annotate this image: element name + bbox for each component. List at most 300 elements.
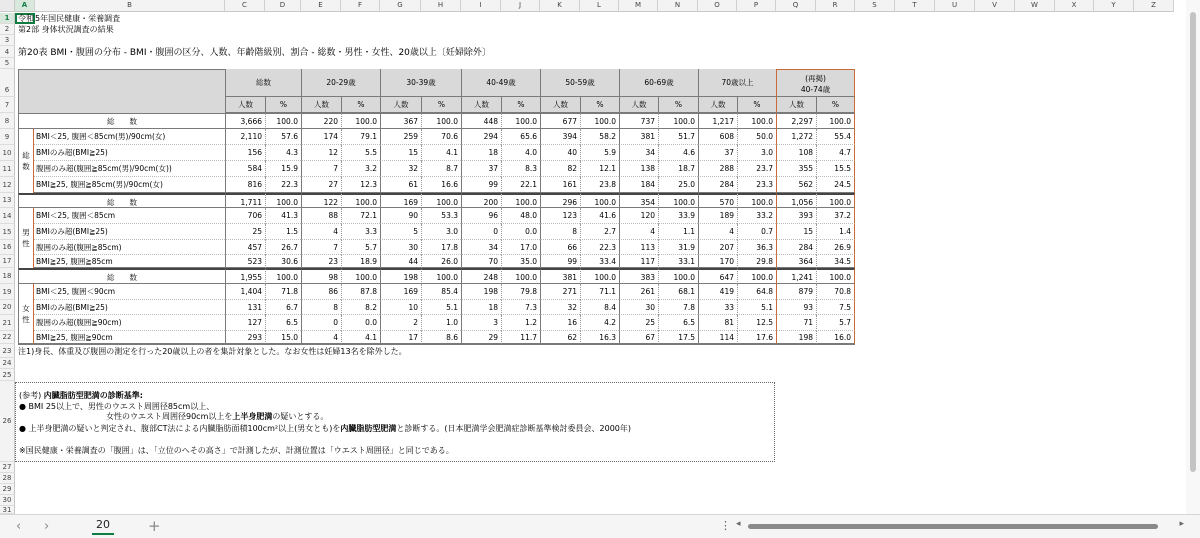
data-value[interactable]: 33.9 [658, 208, 698, 224]
data-value[interactable]: 108 [776, 145, 816, 161]
data-value[interactable]: 0 [301, 315, 341, 331]
data-value[interactable]: 2,110 [225, 129, 265, 145]
age-group-header[interactable]: 総数 [225, 69, 301, 97]
sub-header[interactable]: % [658, 97, 698, 113]
column-header-n[interactable]: N [658, 0, 698, 12]
next-sheet-button[interactable]: › [44, 519, 50, 534]
total-value[interactable]: 383 [619, 268, 658, 284]
data-value[interactable]: 16.0 [816, 331, 855, 344]
row-header-16[interactable]: 16 [0, 240, 15, 255]
horizontal-scroll-thumb[interactable] [748, 524, 1158, 529]
data-value[interactable]: 4.1 [341, 331, 380, 344]
total-value[interactable]: 100.0 [816, 113, 855, 129]
data-value[interactable]: 70 [461, 255, 501, 268]
data-value[interactable]: 51.7 [658, 129, 698, 145]
data-value[interactable]: 64.8 [737, 284, 776, 300]
data-value[interactable]: 17 [380, 331, 421, 344]
row-header-31[interactable]: 31 [0, 506, 15, 514]
data-value[interactable]: 22.1 [501, 177, 540, 193]
data-value[interactable]: 8.3 [501, 161, 540, 177]
data-value[interactable]: 31.9 [658, 240, 698, 255]
row-header-29[interactable]: 29 [0, 484, 15, 495]
row-header-23[interactable]: 23 [0, 344, 15, 358]
sub-header[interactable]: % [265, 97, 301, 113]
data-value[interactable]: 41.3 [265, 208, 301, 224]
data-value[interactable]: 271 [540, 284, 580, 300]
data-value[interactable]: 87.8 [341, 284, 380, 300]
data-value[interactable]: 32 [380, 161, 421, 177]
data-value[interactable]: 93 [776, 300, 816, 315]
row-header-2[interactable]: 2 [0, 24, 15, 35]
scroll-left-icon[interactable]: ◂ [736, 519, 741, 529]
row-header-11[interactable]: 11 [0, 161, 15, 177]
total-value[interactable]: 100.0 [737, 113, 776, 129]
add-sheet-button[interactable]: + [148, 517, 161, 535]
section-total-label[interactable]: 総 数 [18, 113, 225, 129]
data-value[interactable]: 30 [380, 240, 421, 255]
total-value[interactable]: 381 [540, 268, 580, 284]
column-header-j[interactable]: J [501, 0, 540, 12]
data-value[interactable]: 23.8 [580, 177, 619, 193]
category-label[interactable]: BMI＜25, 腹囲＜90cm [34, 284, 225, 300]
column-header-v[interactable]: V [975, 0, 1015, 12]
column-header-f[interactable]: F [341, 0, 380, 12]
total-value[interactable]: 367 [380, 113, 421, 129]
data-value[interactable]: 41.6 [580, 208, 619, 224]
sub-header[interactable]: 人数 [619, 97, 658, 113]
sub-header[interactable]: % [501, 97, 540, 113]
data-value[interactable]: 71 [776, 315, 816, 331]
row-header-10[interactable]: 10 [0, 145, 15, 161]
total-value[interactable]: 98 [301, 268, 341, 284]
total-value[interactable]: 100.0 [501, 113, 540, 129]
category-label[interactable]: BMIのみ超(BMI≧25) [34, 145, 225, 161]
total-value[interactable]: 296 [540, 193, 580, 208]
data-value[interactable]: 40 [540, 145, 580, 161]
data-value[interactable]: 198 [776, 331, 816, 344]
column-header-c[interactable]: C [225, 0, 265, 12]
category-label[interactable]: BMI≧25, 腹囲≧85cm(男)/90cm(女) [34, 177, 225, 193]
data-value[interactable]: 138 [619, 161, 658, 177]
row-header-8[interactable]: 8 [0, 113, 15, 129]
sub-header[interactable]: % [816, 97, 855, 113]
total-value[interactable]: 100.0 [658, 193, 698, 208]
data-value[interactable]: 1.1 [658, 224, 698, 240]
cell-a2[interactable]: 第2部 身体状況調査の結果 [18, 25, 114, 34]
data-value[interactable]: 5.7 [816, 315, 855, 331]
total-value[interactable]: 100.0 [658, 113, 698, 129]
total-value[interactable]: 3,666 [225, 113, 265, 129]
data-value[interactable]: 17.5 [658, 331, 698, 344]
data-value[interactable]: 33.2 [737, 208, 776, 224]
data-value[interactable]: 608 [698, 129, 737, 145]
row-header-15[interactable]: 15 [0, 224, 15, 240]
column-header-z[interactable]: Z [1134, 0, 1174, 12]
data-value[interactable]: 7.5 [816, 300, 855, 315]
data-value[interactable]: 34 [461, 240, 501, 255]
total-value[interactable]: 1,217 [698, 113, 737, 129]
data-value[interactable]: 2 [380, 315, 421, 331]
data-value[interactable]: 36.3 [737, 240, 776, 255]
data-value[interactable]: 67 [619, 331, 658, 344]
total-value[interactable]: 200 [461, 193, 501, 208]
data-value[interactable]: 85.4 [421, 284, 461, 300]
data-value[interactable]: 4 [619, 224, 658, 240]
data-value[interactable]: 2.7 [580, 224, 619, 240]
data-value[interactable]: 184 [619, 177, 658, 193]
column-header-d[interactable]: D [265, 0, 301, 12]
data-value[interactable]: 1,404 [225, 284, 265, 300]
total-value[interactable]: 100.0 [265, 193, 301, 208]
data-value[interactable]: 17.8 [421, 240, 461, 255]
age-group-header[interactable]: 50-59歳 [540, 69, 619, 97]
data-value[interactable]: 8.6 [421, 331, 461, 344]
age-group-header[interactable]: 30-39歳 [380, 69, 461, 97]
data-value[interactable]: 15.0 [265, 331, 301, 344]
data-value[interactable]: 284 [776, 240, 816, 255]
total-value[interactable]: 100.0 [421, 113, 461, 129]
data-value[interactable]: 879 [776, 284, 816, 300]
data-value[interactable]: 8.4 [580, 300, 619, 315]
data-value[interactable]: 120 [619, 208, 658, 224]
data-value[interactable]: 288 [698, 161, 737, 177]
data-value[interactable]: 55.4 [816, 129, 855, 145]
total-value[interactable]: 100.0 [501, 268, 540, 284]
total-value[interactable]: 448 [461, 113, 501, 129]
row-header-22[interactable]: 22 [0, 331, 15, 344]
category-label[interactable]: BMI＜25, 腹囲＜85cm [34, 208, 225, 224]
data-value[interactable]: 37.2 [816, 208, 855, 224]
category-label[interactable]: BMI≧25, 腹囲≧85cm [34, 255, 225, 268]
table-title[interactable]: 第20表 BMI・腹囲の分布 - BMI・腹囲の区分、人数、年齢階級別、割合 - 総数・男性・女性、20歳以上〔妊婦除外〕 [18, 48, 491, 58]
category-label[interactable]: BMIのみ超(BMI≧25) [34, 300, 225, 315]
data-value[interactable]: 26.0 [421, 255, 461, 268]
data-value[interactable]: 50.0 [737, 129, 776, 145]
data-value[interactable]: 169 [380, 284, 421, 300]
category-label[interactable]: BMI≧25, 腹囲≧90cm [34, 331, 225, 344]
column-header-k[interactable]: K [540, 0, 580, 12]
row-header-21[interactable]: 21 [0, 315, 15, 331]
data-value[interactable]: 12.1 [580, 161, 619, 177]
data-value[interactable]: 25.0 [658, 177, 698, 193]
age-group-header[interactable]: 20-29歳 [301, 69, 380, 97]
row-header-26[interactable]: 26 [0, 381, 15, 462]
data-value[interactable]: 79.1 [341, 129, 380, 145]
data-value[interactable]: 4.1 [421, 145, 461, 161]
row-header-7[interactable]: 7 [0, 97, 15, 113]
data-value[interactable]: 34.5 [816, 255, 855, 268]
data-value[interactable]: 37 [461, 161, 501, 177]
row-header-20[interactable]: 20 [0, 300, 15, 315]
data-value[interactable]: 29 [461, 331, 501, 344]
data-value[interactable]: 25 [619, 315, 658, 331]
total-value[interactable]: 100.0 [341, 268, 380, 284]
total-value[interactable]: 100.0 [737, 193, 776, 208]
total-value[interactable]: 100.0 [580, 193, 619, 208]
vertical-scrollbar[interactable] [1186, 0, 1200, 514]
data-value[interactable]: 207 [698, 240, 737, 255]
data-value[interactable]: 5.7 [341, 240, 380, 255]
data-value[interactable]: 419 [698, 284, 737, 300]
column-header-e[interactable]: E [301, 0, 341, 12]
section-total-label[interactable]: 総 数 [18, 268, 225, 284]
total-value[interactable]: 100.0 [737, 268, 776, 284]
more-options-icon[interactable]: ⋮ [720, 519, 731, 532]
column-header-w[interactable]: W [1015, 0, 1055, 12]
total-value[interactable]: 248 [461, 268, 501, 284]
data-value[interactable]: 48.0 [501, 208, 540, 224]
data-value[interactable]: 23 [301, 255, 341, 268]
column-header-y[interactable]: Y [1094, 0, 1134, 12]
data-value[interactable]: 82 [540, 161, 580, 177]
group-label[interactable] [18, 284, 34, 344]
column-header-h[interactable]: H [421, 0, 461, 12]
row-header-3[interactable]: 3 [0, 35, 15, 46]
data-value[interactable]: 189 [698, 208, 737, 224]
data-value[interactable]: 4.0 [501, 145, 540, 161]
data-value[interactable]: 5 [380, 224, 421, 240]
row-header-14[interactable]: 14 [0, 208, 15, 224]
row-header-25[interactable]: 25 [0, 369, 15, 381]
total-value[interactable]: 570 [698, 193, 737, 208]
data-value[interactable]: 10 [380, 300, 421, 315]
data-value[interactable]: 25 [225, 224, 265, 240]
total-value[interactable]: 354 [619, 193, 658, 208]
data-value[interactable]: 562 [776, 177, 816, 193]
data-value[interactable]: 7.3 [501, 300, 540, 315]
data-value[interactable]: 22.3 [580, 240, 619, 255]
data-value[interactable]: 1.4 [816, 224, 855, 240]
column-header-l[interactable]: L [580, 0, 619, 12]
data-value[interactable]: 37 [698, 145, 737, 161]
data-value[interactable]: 8.7 [421, 161, 461, 177]
group-label[interactable] [18, 208, 34, 268]
data-value[interactable]: 7.8 [658, 300, 698, 315]
footnote[interactable]: 注1)身長、体重及び腹囲の測定を行った20歳以上の者を集計対象とした。なお女性は妊婦13名を除外した。 [18, 347, 407, 356]
column-header-m[interactable]: M [619, 0, 658, 12]
data-value[interactable]: 3 [461, 315, 501, 331]
total-value[interactable]: 677 [540, 113, 580, 129]
total-value[interactable]: 100.0 [341, 113, 380, 129]
sub-header[interactable]: 人数 [225, 97, 265, 113]
data-value[interactable]: 6.5 [265, 315, 301, 331]
column-header-p[interactable]: P [737, 0, 776, 12]
data-value[interactable]: 16 [540, 315, 580, 331]
category-label[interactable]: BMI＜25, 腹囲＜85cm(男)/90cm(女) [34, 129, 225, 145]
data-value[interactable]: 96 [461, 208, 501, 224]
table-bottom-border[interactable] [18, 344, 855, 345]
data-value[interactable]: 99 [540, 255, 580, 268]
data-value[interactable]: 4.6 [658, 145, 698, 161]
row-header-18[interactable]: 18 [0, 268, 15, 284]
total-value[interactable]: 198 [380, 268, 421, 284]
row-header-27[interactable]: 27 [0, 462, 15, 473]
data-value[interactable]: 61 [380, 177, 421, 193]
data-value[interactable]: 284 [698, 177, 737, 193]
data-value[interactable]: 117 [619, 255, 658, 268]
group-label[interactable] [18, 129, 34, 193]
data-value[interactable]: 8.2 [341, 300, 380, 315]
data-value[interactable]: 114 [698, 331, 737, 344]
data-value[interactable]: 17.6 [737, 331, 776, 344]
data-value[interactable]: 4 [301, 224, 341, 240]
data-value[interactable]: 34 [619, 145, 658, 161]
data-value[interactable]: 27 [301, 177, 341, 193]
data-value[interactable]: 1.2 [501, 315, 540, 331]
data-value[interactable]: 113 [619, 240, 658, 255]
total-value[interactable]: 1,241 [776, 268, 816, 284]
data-value[interactable]: 381 [619, 129, 658, 145]
cell-a1[interactable]: 令和 [18, 14, 34, 23]
data-value[interactable]: 33 [698, 300, 737, 315]
data-value[interactable]: 15.5 [816, 161, 855, 177]
data-value[interactable]: 71.1 [580, 284, 619, 300]
data-value[interactable]: 706 [225, 208, 265, 224]
data-value[interactable]: 23.7 [737, 161, 776, 177]
data-value[interactable]: 4 [698, 224, 737, 240]
data-value[interactable]: 11.7 [501, 331, 540, 344]
total-value[interactable]: 2,297 [776, 113, 816, 129]
age-group-header-extra[interactable] [776, 69, 855, 97]
sub-header[interactable]: 人数 [698, 97, 737, 113]
data-value[interactable]: 58.2 [580, 129, 619, 145]
column-header-q[interactable]: Q [776, 0, 816, 12]
data-value[interactable]: 5.5 [341, 145, 380, 161]
section-total-label[interactable]: 総 数 [18, 193, 225, 208]
row-header-1[interactable]: 1 [0, 13, 15, 24]
data-value[interactable]: 161 [540, 177, 580, 193]
data-value[interactable]: 6.5 [658, 315, 698, 331]
column-header-g[interactable]: G [380, 0, 421, 12]
data-value[interactable]: 259 [380, 129, 421, 145]
row-header-19[interactable]: 19 [0, 284, 15, 300]
total-value[interactable]: 1,056 [776, 193, 816, 208]
total-value[interactable]: 100.0 [421, 268, 461, 284]
total-value[interactable]: 100.0 [658, 268, 698, 284]
data-value[interactable]: 174 [301, 129, 341, 145]
data-value[interactable]: 26.7 [265, 240, 301, 255]
data-value[interactable]: 7 [301, 240, 341, 255]
data-value[interactable]: 24.5 [816, 177, 855, 193]
data-value[interactable]: 584 [225, 161, 265, 177]
data-value[interactable]: 6.7 [265, 300, 301, 315]
data-value[interactable]: 170 [698, 255, 737, 268]
column-header-s[interactable]: S [855, 0, 895, 12]
data-value[interactable]: 72.1 [341, 208, 380, 224]
data-value[interactable]: 4.2 [580, 315, 619, 331]
row-header-5[interactable]: 5 [0, 58, 15, 69]
data-value[interactable]: 0 [461, 224, 501, 240]
data-value[interactable]: 65.6 [501, 129, 540, 145]
column-header-i[interactable]: I [461, 0, 501, 12]
total-value[interactable]: 220 [301, 113, 341, 129]
data-value[interactable]: 33.4 [580, 255, 619, 268]
data-value[interactable]: 816 [225, 177, 265, 193]
data-value[interactable]: 12.3 [341, 177, 380, 193]
data-value[interactable]: 7 [301, 161, 341, 177]
column-header-x[interactable]: X [1055, 0, 1094, 12]
data-value[interactable]: 62 [540, 331, 580, 344]
data-value[interactable]: 3.3 [341, 224, 380, 240]
total-value[interactable]: 1,955 [225, 268, 265, 284]
data-value[interactable]: 4.3 [265, 145, 301, 161]
data-value[interactable]: 131 [225, 300, 265, 315]
age-group-header[interactable]: 70歳以上 [698, 69, 776, 97]
previous-sheet-button[interactable]: ‹ [16, 519, 22, 534]
data-value[interactable]: 5.9 [580, 145, 619, 161]
data-value[interactable]: 15 [776, 224, 816, 240]
data-value[interactable]: 8 [301, 300, 341, 315]
data-value[interactable]: 123 [540, 208, 580, 224]
total-value[interactable]: 100.0 [421, 193, 461, 208]
data-value[interactable]: 90 [380, 208, 421, 224]
column-header-b[interactable]: B [35, 0, 225, 12]
data-value[interactable]: 394 [540, 129, 580, 145]
sub-header[interactable]: % [737, 97, 776, 113]
data-value[interactable]: 66 [540, 240, 580, 255]
category-label[interactable]: 腹囲のみ超(腹囲≧85cm) [34, 240, 225, 255]
data-value[interactable]: 30 [619, 300, 658, 315]
sub-header[interactable]: % [580, 97, 619, 113]
data-value[interactable]: 293 [225, 331, 265, 344]
column-header-a[interactable]: A [15, 0, 35, 12]
data-value[interactable]: 8 [540, 224, 580, 240]
data-value[interactable]: 198 [461, 284, 501, 300]
data-value[interactable]: 86 [301, 284, 341, 300]
data-value[interactable]: 53.3 [421, 208, 461, 224]
horizontal-scrollbar[interactable] [736, 521, 1184, 532]
total-value[interactable]: 647 [698, 268, 737, 284]
data-value[interactable]: 12 [301, 145, 341, 161]
data-value[interactable]: 393 [776, 208, 816, 224]
data-value[interactable]: 457 [225, 240, 265, 255]
sub-header[interactable]: 人数 [540, 97, 580, 113]
data-value[interactable]: 4 [301, 331, 341, 344]
total-value[interactable]: 1,711 [225, 193, 265, 208]
sub-header[interactable]: % [341, 97, 380, 113]
data-value[interactable]: 23.3 [737, 177, 776, 193]
data-value[interactable]: 26.9 [816, 240, 855, 255]
data-value[interactable]: 18 [461, 300, 501, 315]
data-value[interactable]: 79.8 [501, 284, 540, 300]
data-value[interactable]: 1,272 [776, 129, 816, 145]
data-value[interactable]: 355 [776, 161, 816, 177]
data-value[interactable]: 88 [301, 208, 341, 224]
total-value[interactable]: 737 [619, 113, 658, 129]
row-header-13[interactable]: 13 [0, 193, 15, 208]
column-header-t[interactable]: T [895, 0, 935, 12]
sheet-tab-20[interactable] [84, 515, 122, 538]
data-value[interactable]: 18.9 [341, 255, 380, 268]
total-value[interactable]: 122 [301, 193, 341, 208]
select-all-corner[interactable] [0, 0, 15, 12]
data-value[interactable]: 18 [461, 145, 501, 161]
vertical-scroll-thumb[interactable] [1190, 12, 1196, 472]
total-value[interactable]: 100.0 [580, 268, 619, 284]
data-value[interactable]: 0.0 [501, 224, 540, 240]
data-value[interactable]: 16.6 [421, 177, 461, 193]
total-value[interactable]: 100.0 [265, 113, 301, 129]
row-header-28[interactable]: 28 [0, 473, 15, 484]
data-value[interactable]: 5.1 [421, 300, 461, 315]
data-value[interactable]: 18.7 [658, 161, 698, 177]
data-value[interactable]: 70.6 [421, 129, 461, 145]
category-label[interactable]: 腹囲のみ超(腹囲≧90cm) [34, 315, 225, 331]
scroll-right-icon[interactable]: ▸ [1179, 519, 1184, 529]
cell-b1[interactable]: 5年国民健康・栄養調査 [35, 14, 121, 23]
column-header-u[interactable]: U [935, 0, 975, 12]
data-value[interactable]: 5.1 [737, 300, 776, 315]
